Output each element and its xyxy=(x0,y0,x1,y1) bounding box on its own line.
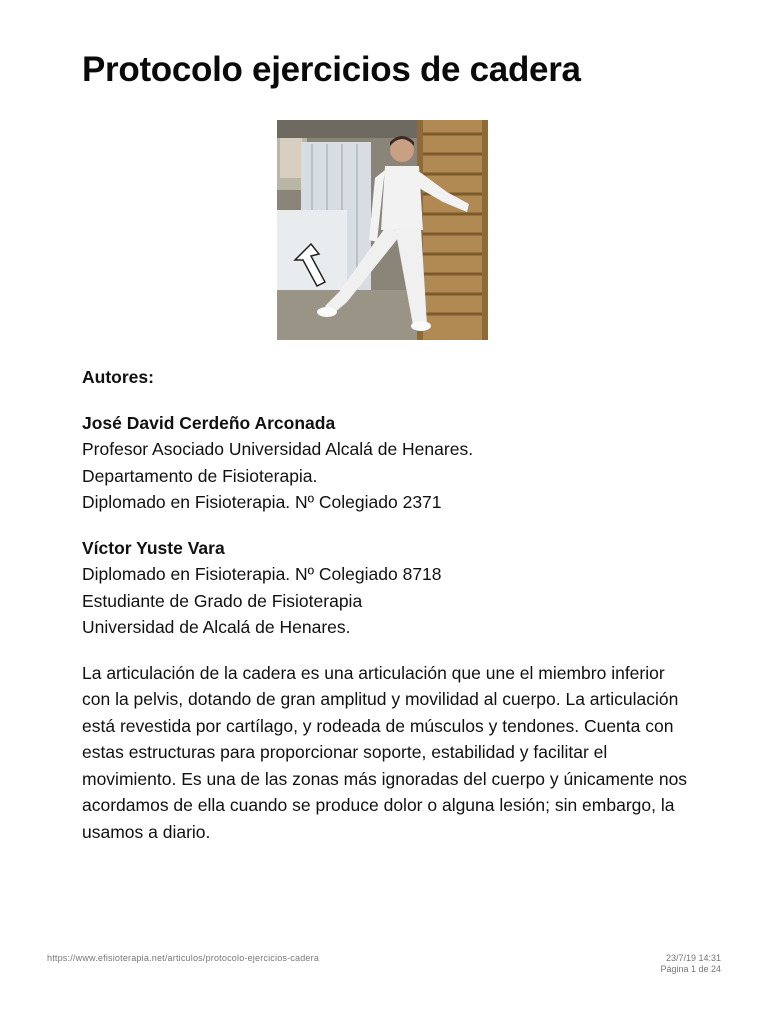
author-block xyxy=(82,535,692,641)
author-line: Departamento de Fisioterapia. xyxy=(82,465,318,486)
author-name: José David Cerdeño Arconada xyxy=(82,412,336,433)
author-line: Estudiante de Grado de Fisioterapia xyxy=(82,590,363,611)
intro-paragraph: La articulación de la cadera es una articulación que une el miembro inferior con la pelvis, dotando de gran amplitud y movilidad al cuerpo. La articulación está revestida por cartílago, y rodeada de músculos y tendones. Cuenta con estas estructuras para proporcionar soporte, estabilidad y facilitar el movimiento. Es una de las zonas más ignoradas del cuerpo y únicamente nos acordamos de ella cuando se produce dolor o alguna lesión; sin embargo, la usamos a diario. xyxy=(82,662,688,842)
footer-page-info xyxy=(660,953,721,975)
footer-page-number: Página 1 de 24 xyxy=(660,964,721,974)
footer-datetime: 23/7/19 14:31 xyxy=(665,953,721,963)
author-block xyxy=(82,410,692,516)
author-line: Diplomado en Fisioterapia. Nº Colegiado 2371 xyxy=(82,492,442,512)
document-body xyxy=(82,364,692,845)
footer-url: https://www.efisioterapia.net/articulos/protocolo-ejercicios-cadera xyxy=(47,953,320,963)
authors-heading: Autores: xyxy=(82,367,154,387)
exercise-photo xyxy=(277,120,488,340)
author-line: Profesor Asociado Universidad Alcalá de Henares. xyxy=(82,439,474,459)
author-name: Víctor Yuste Vara xyxy=(82,537,225,558)
page-title: Protocolo ejercicios de cadera xyxy=(82,50,581,89)
author-line: Universidad de Alcalá de Henares. xyxy=(82,617,351,637)
author-line: Diplomado en Fisioterapia. Nº Colegiado 8718 xyxy=(82,564,442,584)
